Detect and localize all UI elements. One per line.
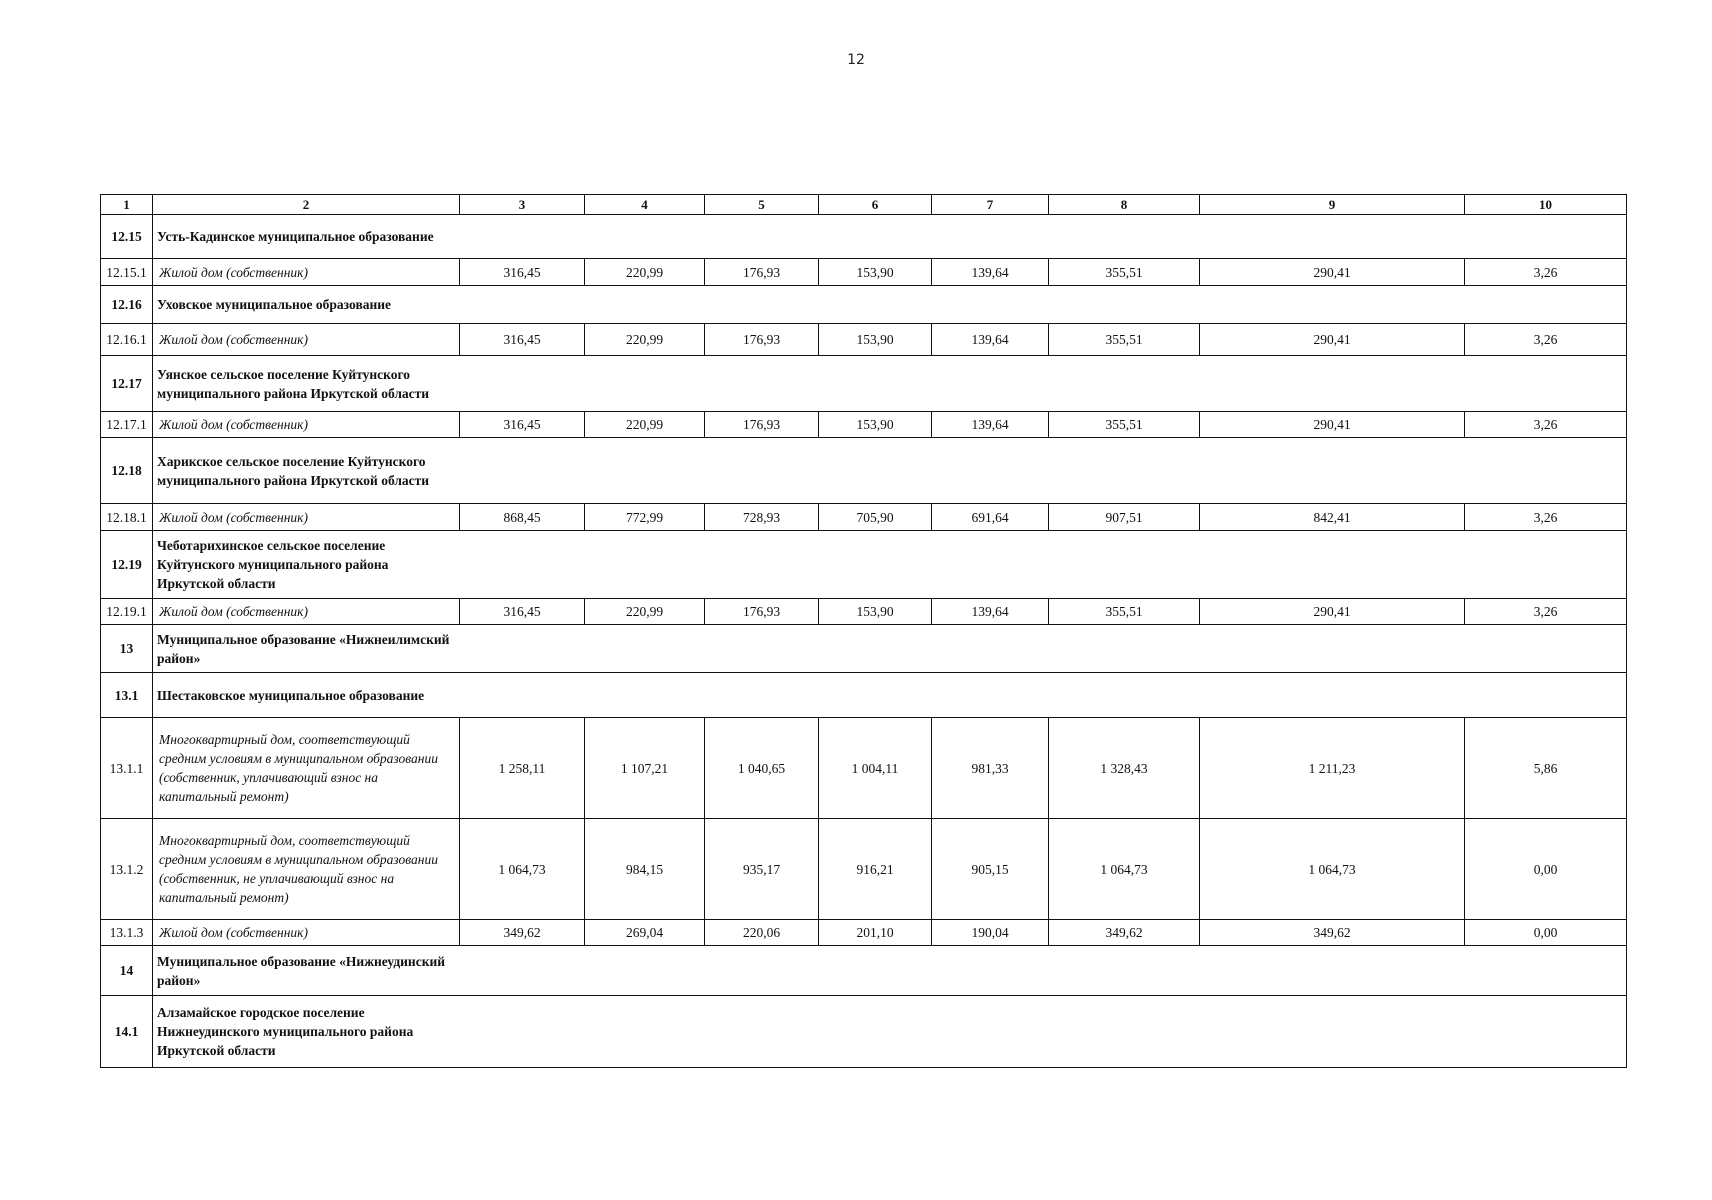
- value-cell: 316,45: [460, 259, 585, 286]
- value-cell: 3,26: [1465, 324, 1627, 356]
- row-name: Жилой дом (собственник): [159, 332, 308, 347]
- section-row: [101, 996, 1627, 1068]
- header-cell: 3: [460, 195, 585, 215]
- value-cell: 153,90: [819, 412, 932, 438]
- value-cell: 220,99: [585, 324, 705, 356]
- section-title: Харикское сельское поселение Куйтунского муниципального района Иркутской области: [157, 453, 430, 488]
- value-cell: 1 211,23: [1200, 718, 1465, 819]
- value-cell: 907,51: [1049, 504, 1200, 531]
- row-name: Жилой дом (собственник): [159, 925, 308, 940]
- value-cell: 1 064,73: [460, 819, 585, 920]
- value-cell: 691,64: [932, 504, 1049, 531]
- value-cell: 290,41: [1200, 259, 1465, 286]
- section-row: [101, 625, 1627, 673]
- value-cell: 190,04: [932, 920, 1049, 946]
- section-title-cell: [153, 673, 1627, 718]
- value-cell: 984,15: [585, 819, 705, 920]
- value-cell: 728,93: [705, 504, 819, 531]
- value-cell: 176,93: [705, 599, 819, 625]
- row-code: 13.1.3: [101, 920, 153, 946]
- value-cell: 349,62: [1200, 920, 1465, 946]
- row-code: 13.1.1: [101, 718, 153, 819]
- value-cell: 916,21: [819, 819, 932, 920]
- section-title-cell: [153, 215, 1627, 259]
- section-code: 13: [101, 625, 153, 673]
- section-row: [101, 356, 1627, 412]
- value-cell: 139,64: [932, 259, 1049, 286]
- value-cell: 290,41: [1200, 412, 1465, 438]
- value-cell: 3,26: [1465, 412, 1627, 438]
- value-cell: 355,51: [1049, 259, 1200, 286]
- page-number: 12: [847, 52, 865, 68]
- tariff-table: [100, 194, 1627, 1068]
- header-cell: 7: [932, 195, 1049, 215]
- value-cell: 3,26: [1465, 259, 1627, 286]
- row-name: Многоквартирный дом, соответствующий средним условиям в муниципальном образовании (собственник, не уплачивающий взнос на капитальный ремонт): [159, 833, 438, 905]
- value-cell: 316,45: [460, 412, 585, 438]
- value-cell: 220,06: [705, 920, 819, 946]
- value-cell: 153,90: [819, 259, 932, 286]
- value-cell: 1 328,43: [1049, 718, 1200, 819]
- value-cell: 290,41: [1200, 324, 1465, 356]
- section-code: 14: [101, 946, 153, 996]
- section-title: Уховское муниципальное образование: [157, 297, 392, 312]
- value-cell: 349,62: [460, 920, 585, 946]
- value-cell: 349,62: [1049, 920, 1200, 946]
- section-row: [101, 438, 1627, 504]
- row-name: Жилой дом (собственник): [159, 417, 308, 432]
- section-title-cell: [153, 438, 1627, 504]
- header-cell: 9: [1200, 195, 1465, 215]
- value-cell: 1 064,73: [1049, 819, 1200, 920]
- section-code: 12.16: [101, 286, 153, 324]
- value-cell: 705,90: [819, 504, 932, 531]
- header-cell: 2: [153, 195, 460, 215]
- row-name-cell: [153, 819, 460, 920]
- section-title-cell: [153, 286, 1627, 324]
- value-cell: 1 040,65: [705, 718, 819, 819]
- value-cell: 176,93: [705, 259, 819, 286]
- row-code: 12.15.1: [101, 259, 153, 286]
- section-title: Усть-Кадинское муниципальное образование: [157, 229, 434, 244]
- header-cell: 6: [819, 195, 932, 215]
- section-title: Шестаковское муниципальное образование: [157, 687, 425, 703]
- value-cell: 1 107,21: [585, 718, 705, 819]
- section-code: 12.17: [101, 356, 153, 412]
- value-cell: 220,99: [585, 259, 705, 286]
- value-cell: 1 004,11: [819, 718, 932, 819]
- section-code: 12.18: [101, 438, 153, 504]
- value-cell: 153,90: [819, 599, 932, 625]
- section-code: 13.1: [101, 673, 153, 718]
- value-cell: 290,41: [1200, 599, 1465, 625]
- table-body: [101, 195, 1627, 1068]
- value-cell: 905,15: [932, 819, 1049, 920]
- header-cell: 10: [1465, 195, 1627, 215]
- table-row: [101, 819, 1627, 920]
- section-row: [101, 286, 1627, 324]
- section-row: [101, 946, 1627, 996]
- value-cell: 139,64: [932, 412, 1049, 438]
- row-code: 13.1.2: [101, 819, 153, 920]
- row-name-cell: [153, 504, 460, 531]
- row-name-cell: [153, 599, 460, 625]
- value-cell: 3,26: [1465, 504, 1627, 531]
- value-cell: 153,90: [819, 324, 932, 356]
- section-title: Чеботарихинское сельское поселение Куйтунского муниципального района Иркутской области: [157, 538, 389, 591]
- section-title-cell: [153, 531, 1627, 599]
- row-name: Жилой дом (собственник): [159, 509, 308, 525]
- header-cell: 4: [585, 195, 705, 215]
- value-cell: 842,41: [1200, 504, 1465, 531]
- section-row: [101, 673, 1627, 718]
- row-name-cell: [153, 412, 460, 438]
- section-code: 12.19: [101, 531, 153, 599]
- section-title: Муниципальное образование «Нижнеилимский район»: [157, 631, 450, 666]
- section-title-cell: [153, 356, 1627, 412]
- value-cell: 0,00: [1465, 819, 1627, 920]
- section-title: Муниципальное образование «Нижнеудинский район»: [157, 953, 446, 988]
- table-row: [101, 324, 1627, 356]
- value-cell: 176,93: [705, 324, 819, 356]
- value-cell: 316,45: [460, 599, 585, 625]
- section-title: Уянское сельское поселение Куйтунского муниципального района Иркутской области: [157, 366, 430, 401]
- row-name: Жилой дом (собственник): [159, 604, 308, 619]
- value-cell: 176,93: [705, 412, 819, 438]
- value-cell: 139,64: [932, 599, 1049, 625]
- table-row: [101, 718, 1627, 819]
- section-title-cell: [153, 625, 1627, 673]
- value-cell: 139,64: [932, 324, 1049, 356]
- section-code: 14.1: [101, 996, 153, 1068]
- header-cell: 8: [1049, 195, 1200, 215]
- row-code: 12.19.1: [101, 599, 153, 625]
- value-cell: 355,51: [1049, 412, 1200, 438]
- value-cell: 201,10: [819, 920, 932, 946]
- section-title-cell: [153, 946, 1627, 996]
- header-row: [101, 195, 1627, 215]
- table-row: [101, 412, 1627, 438]
- value-cell: 868,45: [460, 504, 585, 531]
- value-cell: 935,17: [705, 819, 819, 920]
- row-name-cell: [153, 920, 460, 946]
- row-name-cell: [153, 324, 460, 356]
- section-title: Алзамайское городское поселение Нижнеудинского муниципального района Иркутской области: [157, 1005, 414, 1058]
- section-title-cell: [153, 996, 1627, 1068]
- value-cell: 1 064,73: [1200, 819, 1465, 920]
- section-code: 12.15: [101, 215, 153, 259]
- table-row: [101, 920, 1627, 946]
- row-code: 12.17.1: [101, 412, 153, 438]
- row-name: Многоквартирный дом, соответствующий средним условиям в муниципальном образовании (собственник, уплачивающий взнос на капитальный ремонт): [159, 732, 438, 804]
- header-cell: 1: [101, 195, 153, 215]
- value-cell: 220,99: [585, 599, 705, 625]
- row-name-cell: [153, 259, 460, 286]
- value-cell: 316,45: [460, 324, 585, 356]
- row-name-cell: [153, 718, 460, 819]
- value-cell: 355,51: [1049, 599, 1200, 625]
- table-row: [101, 259, 1627, 286]
- row-code: 12.16.1: [101, 324, 153, 356]
- table-row: [101, 504, 1627, 531]
- row-name: Жилой дом (собственник): [159, 264, 308, 280]
- value-cell: 269,04: [585, 920, 705, 946]
- value-cell: 3,26: [1465, 599, 1627, 625]
- value-cell: 772,99: [585, 504, 705, 531]
- value-cell: 220,99: [585, 412, 705, 438]
- value-cell: 1 258,11: [460, 718, 585, 819]
- section-row: [101, 215, 1627, 259]
- value-cell: 5,86: [1465, 718, 1627, 819]
- header-cell: 5: [705, 195, 819, 215]
- value-cell: 0,00: [1465, 920, 1627, 946]
- value-cell: 981,33: [932, 718, 1049, 819]
- value-cell: 355,51: [1049, 324, 1200, 356]
- table-row: [101, 599, 1627, 625]
- section-row: [101, 531, 1627, 599]
- row-code: 12.18.1: [101, 504, 153, 531]
